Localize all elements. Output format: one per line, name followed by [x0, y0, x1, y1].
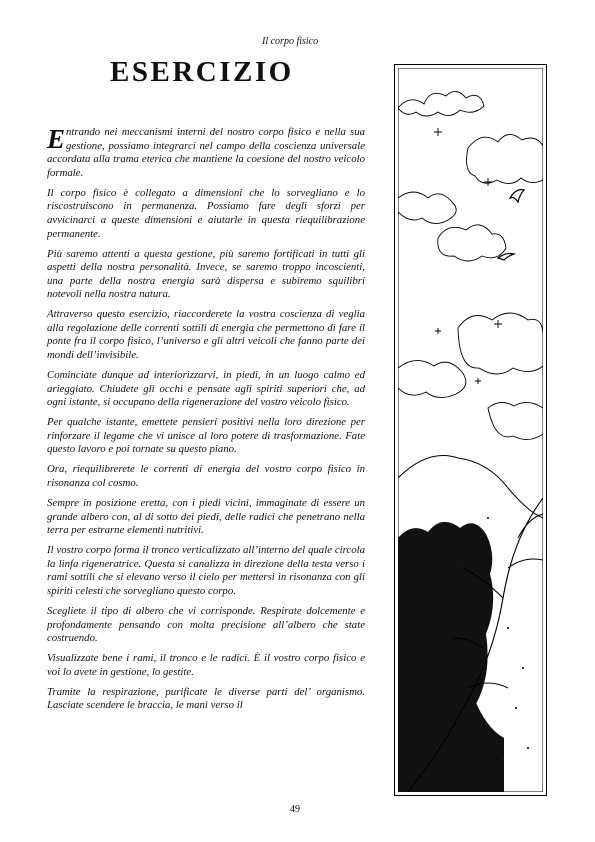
paragraph-2: Il corpo fisico è collegato a dimensioni che lo sorvegliano e lo riscostruiscono in permanenza. Possiamo fare degli sforzi per avvicinarci a queste dimensioni e aiutarle in questa riequilibrazione permanente.	[47, 186, 365, 240]
paragraph-4: Attraverso questo esercizio, riaccorderete la vostra coscienza di veglia alla regolazione delle correnti sottili di energia che permettono di fare il ponte fra il corpo fisico, l’universo e gli altri veicoli che fanno parte dei mondi dell’invisibile.	[47, 308, 365, 362]
running-header: Il corpo fisico	[262, 36, 319, 47]
paragraph-9: Il vostro corpo forma il tronco verticalizzato all’interno del quale circola la linfa rigeneratrice. Questa si canalizza in direzione della testa verso i rami sottili che si elevano verso il cielo per mettersi in risonanza con gli spiriti celesti che sorvegliano questo corpo.	[47, 544, 365, 597]
paragraph-5: Cominciate dunque ad interiorizzarvi, in piedi, in un luogo calmo ed arieggiato. Chiudete gli occhi e pensate agli spiriti superiori che, ad ogni istante, si occupano della rigenerazione del vostro veicolo fisico.	[47, 369, 365, 409]
paragraph-12: Tramite la respirazione, purificate le diverse parti del’ organismo. Lasciate scendere le braccia, le mani verso il	[47, 685, 365, 712]
illustration-frame	[394, 64, 547, 796]
drop-cap: E	[47, 124, 66, 154]
page-number: 49	[290, 804, 300, 815]
body-text	[47, 126, 365, 719]
paragraph-7: Ora, riequilibrerete le correnti di energia del vostro corpo fisico in risonanza col cosmo.	[47, 463, 365, 489]
paragraph-3: Più saremo attenti a questa gestione, più saremo fortificati in tutti gli aspetti della nostra personalità. Invece, se saremo troppo incoscienti, una parte della nostra energia sarà dispersa e subiremo squilibri notevoli nella nostra natura.	[47, 247, 365, 301]
tree-landscape-illustration	[398, 68, 543, 792]
paragraph-8: Sempre in posizione eretta, con i piedi vicini, immaginate di essere un grande albero con, al di sotto dei piedi, delle radici che penetrano nella terra per estrarne elementi nutritivi.	[47, 496, 365, 537]
paragraph-1: Entrando nei meccanismi interni del nostro corpo fisico e nella sua gestione, possiamo integrarci nel campo della coscienza universale accordata alla trama eterica che mantiene la coesione del nostro veicolo formale.	[47, 124, 365, 179]
paragraph-10: Scegliete il tipo di albero che vi corrisponde. Respirate dolcemente e profondamente pensando con molta precisione all’albero che state costruendo.	[47, 604, 365, 645]
paragraph-11: Visualizzate bene i rami, il tronco e le radici. È il vostro corpo fisico e voi lo avete in gestione, lo gestite.	[47, 652, 365, 678]
paragraph-6: Per qualche istante, emettete pensieri positivi nella loro direzione per rinforzare il legame che vi unisce al loro potere di trasformazione. Fate questo lavoro e poi tornate su questo piano.	[47, 416, 365, 456]
page-title: ESERCIZIO	[110, 56, 294, 88]
